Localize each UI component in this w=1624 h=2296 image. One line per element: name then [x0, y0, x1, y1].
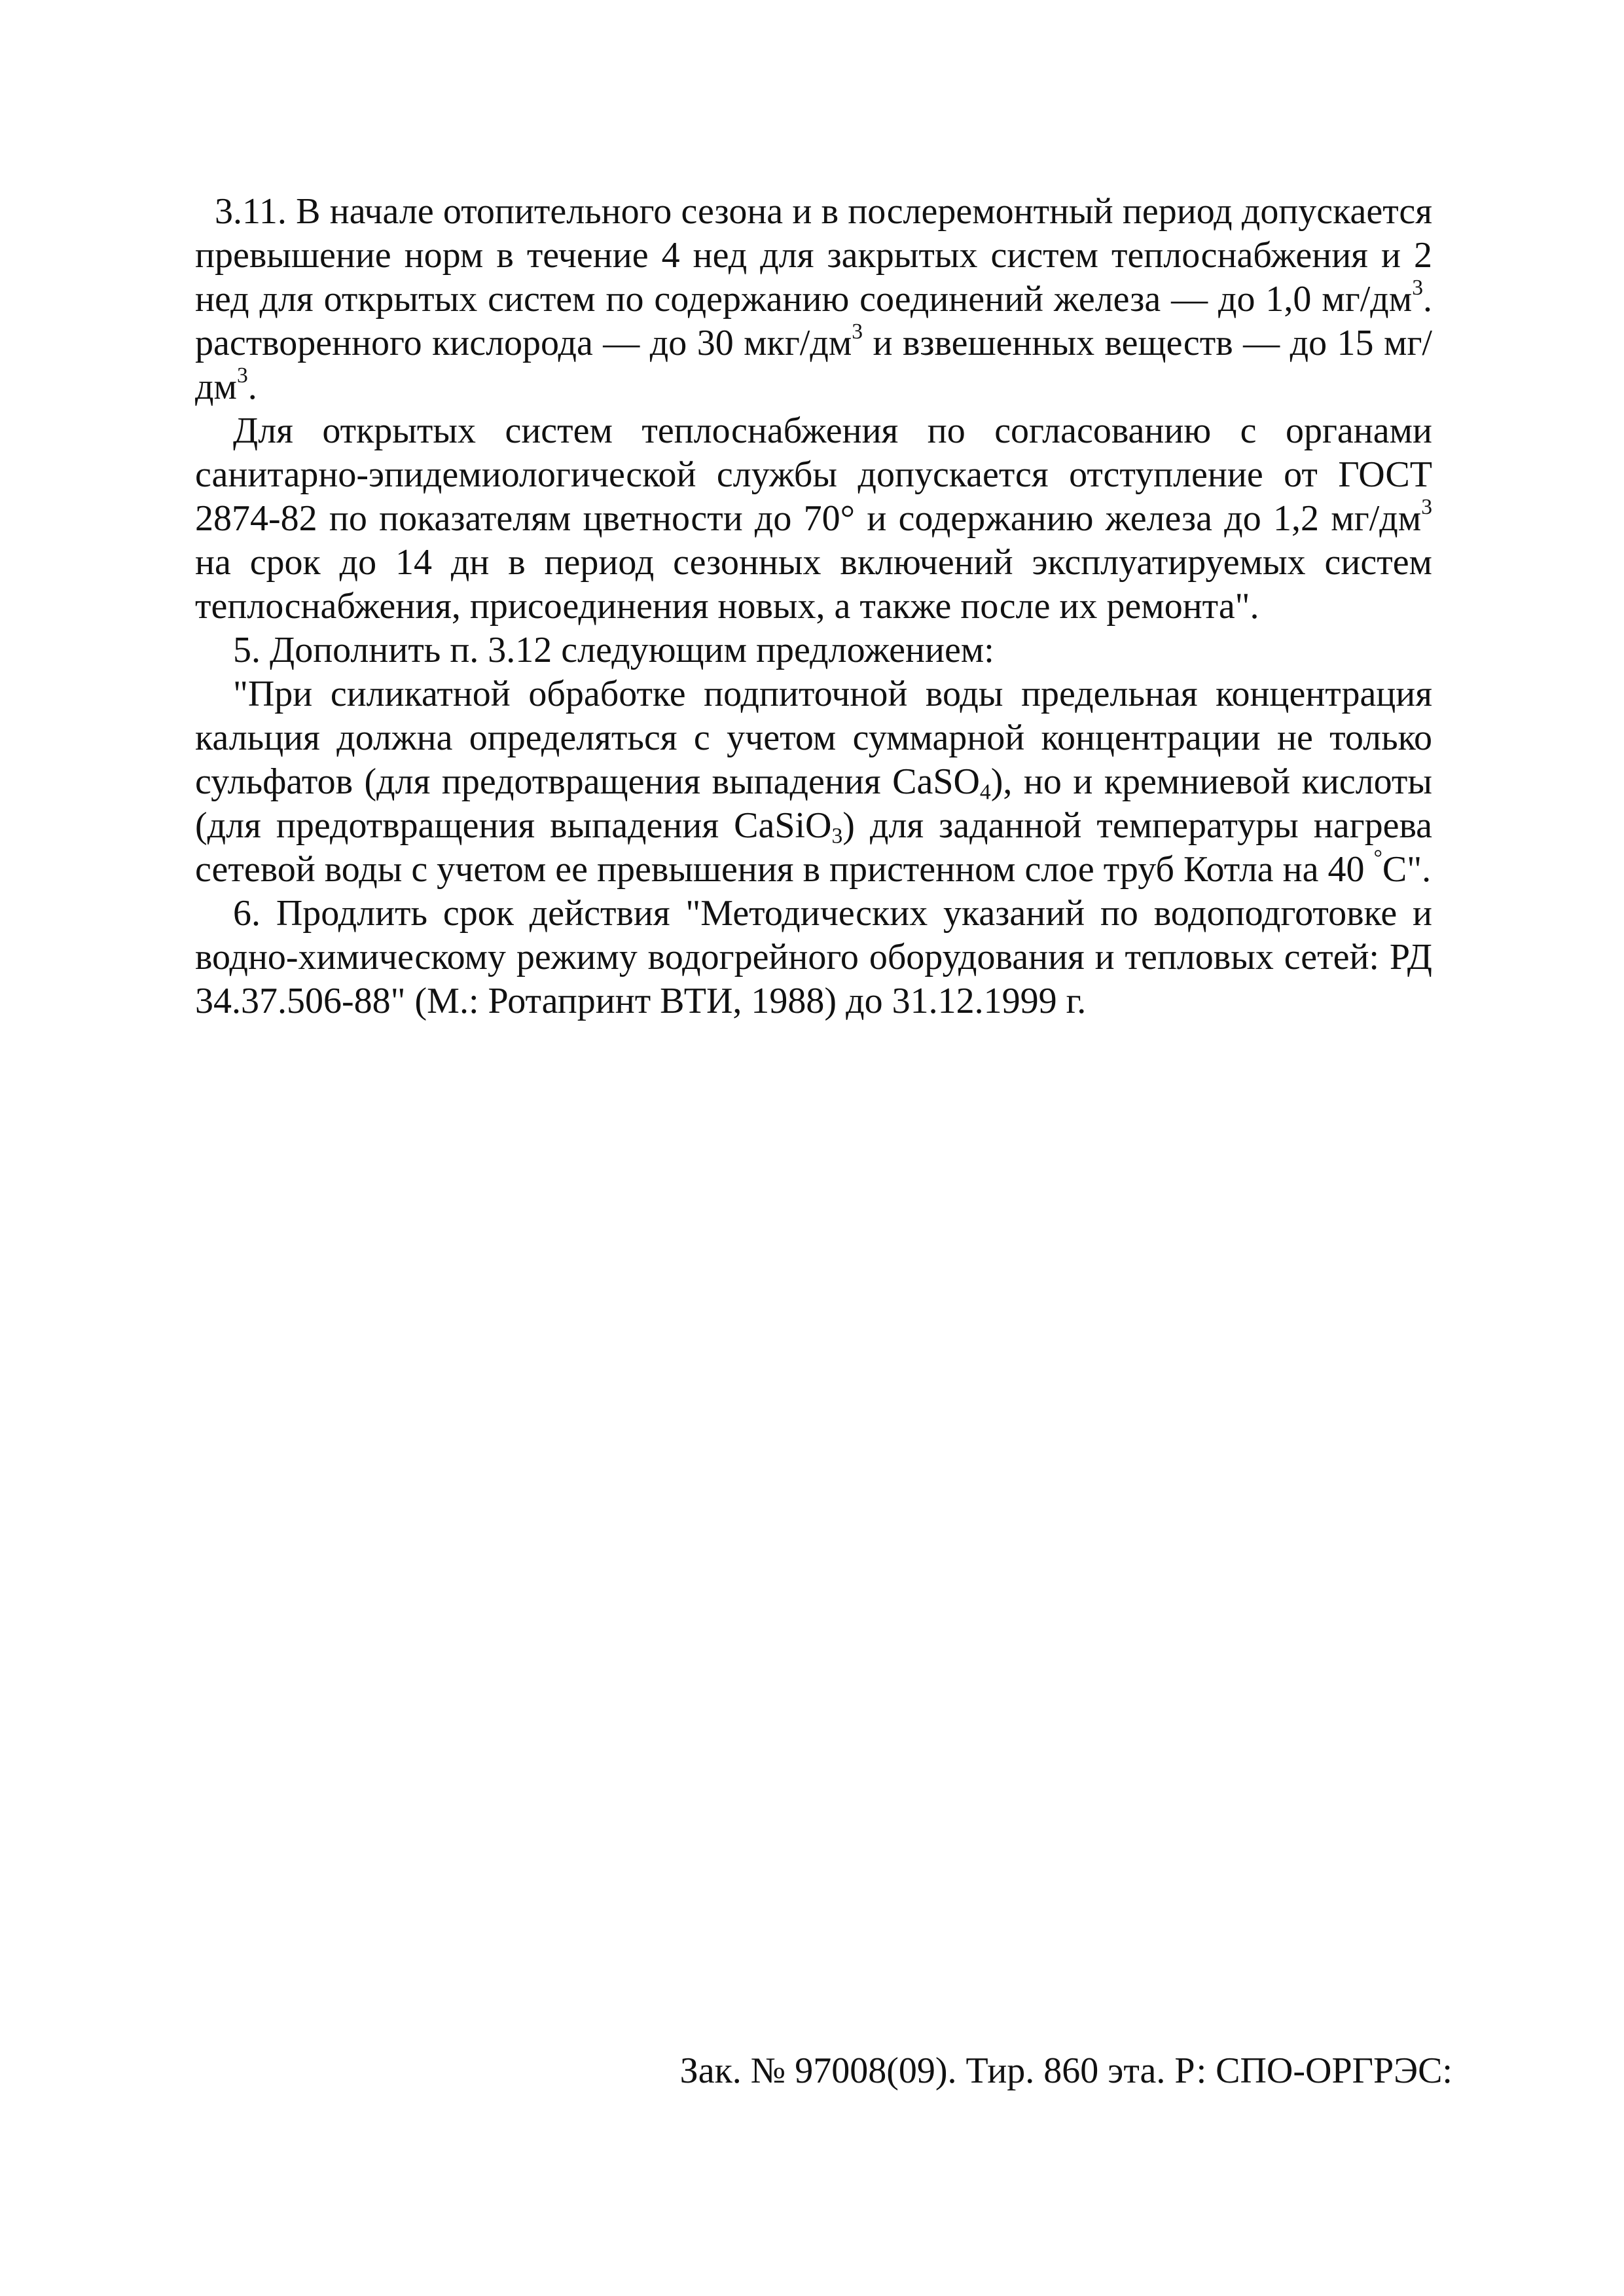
superscript-cubic: 3: [852, 319, 863, 344]
print-imprint-footer: Зак. № 97008(09). Тир. 860 эта. Р: СПО-ОРГРЭС:: [679, 2050, 1453, 2091]
paragraph-open-systems-text-b: на срок до 14 дн в период сезонных включений эксплуатируемых систем теплоснабжения, присоединения новых, а также после их ремонта".: [195, 542, 1432, 627]
subscript-index: 3: [831, 824, 843, 848]
paragraph-quote-text-c: ) для заданной температуры нагрева сетевой воды с учетом ее превышения в пристенном слое труб Котла на 40: [195, 805, 1432, 890]
subscript-index: 4: [979, 780, 991, 805]
paragraph-item-6: 6. Продлить срок действия "Методических указаний по водоподготовке и водно-химическому режиму водогрейного оборудования и тепловых сетей: РД 34.37.506-88" (М.: Ротапринт ВТИ, 1988) до 31.12.1999 г.: [195, 893, 1432, 1021]
paragraph-silicate-quote: [195, 672, 1432, 892]
superscript-cubic: 3: [236, 363, 248, 388]
superscript-degree: °: [1373, 845, 1382, 870]
paragraph-3-11-text-c: и взвешенных веществ — до 15 мг/дм: [195, 323, 1432, 407]
paragraph-3-11-text-d: .: [247, 367, 257, 407]
paragraph-3-11-text-b: . растворенного кислорода — до 30 мкг/дм: [195, 279, 1432, 363]
paragraph-open-systems-text-a: Для открытых систем теплоснабжения по согласованию с органами санитарно-эпидемиологической службы допускается отступление от ГОСТ 2874-82 по показателям цветности до 70° и содержанию железа до 1,2 мг/дм: [195, 410, 1432, 539]
superscript-cubic: 3: [1421, 494, 1432, 519]
paragraph-quote-text-d: С".: [1382, 849, 1432, 890]
document-body: [195, 190, 1432, 1023]
paragraph-3-11-text-a: 3.11. В начале отопительного сезона и в послеремонтный период допускается превышение норм в течение 4 нед для закрытых систем теплоснабжения и 2 нед для открытых систем по содержанию соединений железа — до 1,0 мг/дм: [195, 191, 1432, 319]
paragraph-item-5: 5. Дополнить п. 3.12 следующим предложением:: [233, 630, 994, 670]
superscript-cubic: 3: [1412, 275, 1423, 300]
paragraph-open-systems: [195, 409, 1432, 629]
paragraph-quote-text-a: "При силикатной обработке подпиточной воды предельная концентрация кальция должна определяться с учетом суммарной концентрации не только сульфатов (для предотвращения выпадения CaSO: [195, 674, 1432, 802]
paragraph-quote-text-b: ), но и кремниевой кислоты (для предотвращения выпадения CaSiO: [195, 761, 1432, 846]
paragraph-3-11: [195, 190, 1432, 409]
